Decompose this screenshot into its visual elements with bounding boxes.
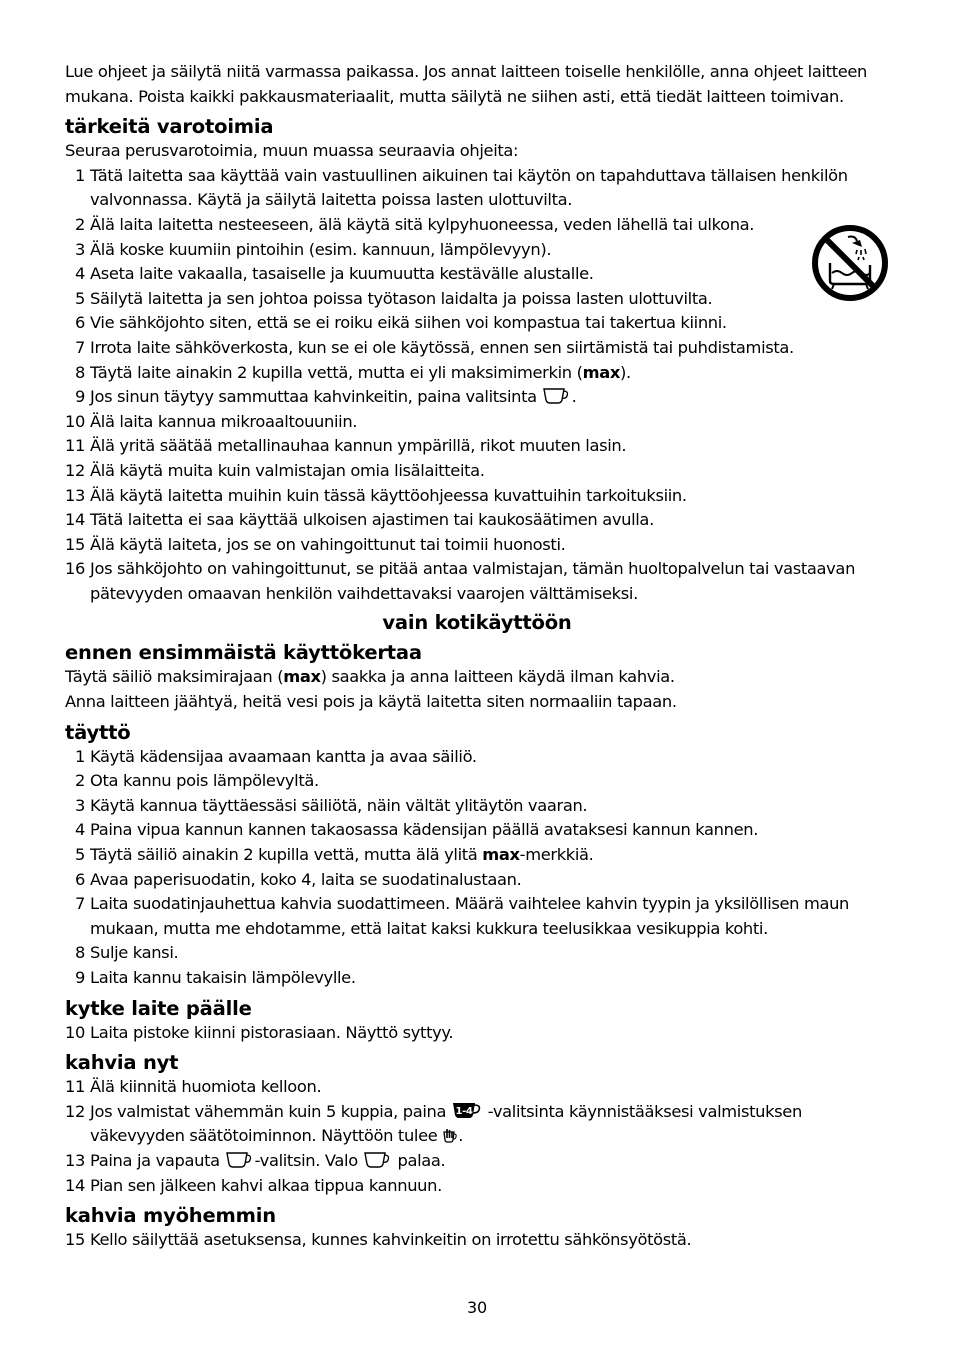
item-number: 5 [74, 288, 85, 308]
item-text: Jos sähköjohto on vahingoittunut, se pitää antaa valmistajan, tämän huoltopalvelun tai vastaavan pätevyyden omaavan henkilön vaihdettavaksi vaarojen välttämiseksi. [90, 559, 856, 603]
list-item [65, 868, 889, 893]
list-item [65, 262, 889, 287]
safety-heading: tärkeitä varotoimia [65, 115, 274, 139]
item-text-part: Jos valmistat vähemmän kuin 5 kuppia, paina [90, 1101, 447, 1121]
max-mark: max [283, 667, 321, 687]
item-text: Älä yritä säätää metallinauhaa kannun ympärillä, rikot muuten lasin. [90, 436, 627, 456]
item-text: Käytä kannua täyttäessäsi säiliötä, näin vältät ylitäytön vaaran. [90, 795, 588, 815]
item-text-part: . [458, 1126, 464, 1146]
item-text: Laita suodatinjauhettua kahvia suodattimeen. Määrä vaihtelee kahvin tyypin ja yksilöllisen maun mukaan, mutta me ehdotamme, että laitat kaksi kukkura teelusikkaa vesikuppia kohti. [90, 894, 850, 938]
item-text-part: ). [619, 362, 631, 382]
item-number: 1 [74, 165, 85, 185]
item-text: Älä laita kannua mikroaaltouuniin. [90, 411, 358, 431]
coffee-now-heading: kahvia nyt [65, 1051, 179, 1075]
text-part: Täytä säiliö maksimirajaan ( [65, 667, 284, 687]
item-text: Älä käytä muita kuin valmistajan omia lisälaitteita. [90, 460, 485, 480]
item-text: Laita pistoke kiinni pistorasiaan. Näyttö syttyy. [90, 1022, 454, 1042]
item-text-part: Täytä säiliö ainakin 2 kupilla vettä, mutta älä ylitä [90, 845, 483, 865]
item-text: Paina vipua kannun kannen takaosassa kädensijan päällä avataksesi kannun kannen. [90, 820, 759, 840]
list-item [65, 794, 889, 819]
item-number: 3 [74, 239, 85, 259]
max-mark: max [582, 362, 620, 382]
intro-paragraph: Lue ohjeet ja säilytä niitä varmassa paikassa. Jos annat laitteen toiselle henkilölle, anna ohjeet laitteen mukana. Poista kaikki pakkausmateriaalit, mutta säilytä ne siihen asti, että tiedät laitteen toimivan. [65, 62, 868, 106]
item-number: 1 [74, 746, 85, 766]
list-item [65, 311, 889, 336]
switch-on-list [65, 1021, 889, 1046]
list-item [65, 818, 889, 843]
item-text [90, 843, 889, 868]
item-number: 10 [65, 411, 86, 431]
item-number: 2 [74, 214, 85, 234]
first-use-line-1 [65, 665, 889, 690]
item-text [90, 385, 889, 410]
item-text [90, 1100, 889, 1149]
list-item [65, 164, 889, 213]
manual-page [65, 60, 889, 1253]
list-item [65, 484, 889, 509]
item-text-part: Paina ja vapauta [90, 1150, 220, 1170]
first-use-line-2: Anna laitteen jäähtyä, heitä vesi pois ja käytä laitetta siten normaaliin tapaan. [65, 692, 677, 712]
item-text: Tätä laitetta ei saa käyttää ulkoisen ajastimen tai kaukosäätimen avulla. [90, 510, 654, 530]
list-item [65, 336, 889, 361]
cup-icon [542, 386, 572, 405]
item-text: Älä käytä laitetta muihin kuin tässä käyttöohjeessa kuvattuihin tarkoituksiin. [90, 485, 687, 505]
list-item [65, 459, 889, 484]
item-number: 6 [74, 313, 85, 333]
item-number: 9 [74, 968, 85, 987]
list-item [65, 557, 889, 606]
item-text: Vie sähköjohto siten, että se ei roiku eikä siihen voi kompastua tai takertua kiinni. [90, 313, 727, 333]
strength-1-4-icon [451, 1101, 483, 1120]
item-text-part: . [571, 387, 577, 407]
item-number: 7 [74, 894, 85, 914]
item-number: 16 [65, 559, 86, 579]
item-number: 6 [74, 869, 85, 889]
item-number: 5 [74, 845, 85, 865]
item-text: Säilytä laitetta ja sen johtoa poissa työtason laidalta ja poissa lasten ulottuvilta. [90, 288, 713, 308]
item-number: 8 [74, 943, 85, 963]
item-text: Käytä kädensijaa avaamaan kantta ja avaa säiliö. [90, 746, 477, 766]
item-number: 9 [74, 387, 85, 407]
item-number: 11 [65, 436, 86, 456]
list-item [65, 508, 889, 533]
no-water-bath-prohibition-icon [810, 223, 890, 303]
item-number: 15 [65, 1230, 86, 1250]
item-number: 15 [65, 534, 86, 554]
item-number: 8 [74, 362, 85, 382]
strength-indicator-icon [442, 1127, 458, 1144]
list-item [65, 434, 889, 459]
list-item [65, 1174, 889, 1199]
item-number: 4 [74, 264, 85, 284]
list-item [65, 843, 889, 868]
item-text-part: Jos sinun täytyy sammuttaa kahvinkeitin, paina valitsinta [90, 387, 537, 407]
list-item [65, 238, 889, 263]
item-number: 12 [65, 1101, 86, 1121]
safety-lead: Seuraa perusvarotoimia, muun muassa seuraavia ohjeita: [65, 141, 519, 161]
item-text: Älä laita laitetta nesteeseen, älä käytä sitä kylpyhuoneessa, veden lähellä tai ulkona. [90, 214, 755, 234]
page-number: 30 [467, 1298, 487, 1317]
item-number: 10 [65, 1022, 86, 1042]
item-number: 14 [65, 510, 86, 530]
item-text [90, 1149, 889, 1174]
item-text: Tätä laitetta saa käyttää vain vastuullinen aikuinen tai käytön on tapahduttava tällaisen henkilön valvonnassa. Käytä ja säilytä laitetta poissa lasten ulottuvilta. [90, 165, 848, 210]
household-only-heading: vain kotikäyttöön [382, 611, 572, 635]
max-mark: max [482, 845, 520, 865]
item-number: 4 [74, 820, 85, 840]
item-text: Aseta laite vakaalla, tasaiselle ja kuumuutta kestävälle alustalle. [90, 264, 594, 284]
list-item [65, 745, 889, 770]
filling-heading: täyttö [65, 720, 131, 744]
item-text: Pian sen jälkeen kahvi alkaa tippua kannuun. [90, 1175, 442, 1195]
item-text: Älä koske kuumiin pintoihin (esim. kannuun, lämpölevyyn). [90, 239, 552, 259]
list-item [65, 385, 889, 410]
filling-list [65, 745, 889, 991]
coffee-later-list [65, 1228, 889, 1253]
cup-icon [363, 1150, 393, 1169]
item-number: 14 [65, 1175, 86, 1195]
list-item [65, 966, 889, 991]
item-text: Avaa paperisuodatin, koko 4, laita se suodatinalustaan. [90, 869, 522, 889]
item-number: 11 [65, 1077, 86, 1097]
item-text-part: -valitsin. Valo [254, 1150, 358, 1170]
item-text-part: Täytä laite ainakin 2 kupilla vettä, mutta ei yli maksimimerkin ( [90, 362, 583, 382]
item-text-part: -valitsinta käynnistääksesi valmistuksen väkevyyden säätötoiminnon. Näyttöön tulee [90, 1101, 802, 1146]
item-text-part: -merkkiä. [519, 845, 594, 865]
item-text: Älä käytä laiteta, jos se on vahingoittunut tai toimii huonosti. [90, 534, 566, 554]
coffee-later-heading: kahvia myöhemmin [65, 1204, 276, 1228]
list-item [65, 1228, 889, 1253]
list-item [65, 892, 889, 941]
coffee-now-list [65, 1075, 889, 1198]
item-text: Sulje kansi. [90, 943, 179, 963]
item-number: 13 [65, 485, 86, 505]
list-item [65, 533, 889, 558]
svg-text:1-4: 1-4 [455, 1105, 473, 1117]
switch-on-heading: kytke laite päälle [65, 996, 252, 1020]
item-number: 3 [74, 795, 85, 815]
item-number: 13 [65, 1150, 86, 1170]
item-text: Irrota laite sähköverkosta, kun se ei ole käytössä, ennen sen siirtämistä tai puhdistamista. [90, 337, 794, 357]
safety-list [65, 164, 889, 607]
item-number: 12 [65, 460, 86, 480]
list-item [65, 1100, 889, 1149]
list-item [65, 1149, 889, 1174]
list-item [65, 941, 889, 966]
item-text: Laita kannu takaisin lämpölevylle. [90, 968, 356, 987]
list-item [65, 287, 889, 312]
list-item [65, 769, 889, 794]
item-text: Kello säilyttää asetuksensa, kunnes kahvinkeitin on irrotettu sähkönsyötöstä. [90, 1230, 692, 1250]
text-part: ) saakka ja anna laitteen käydä ilman kahvia. [320, 667, 675, 687]
item-number: 7 [74, 337, 85, 357]
item-text [90, 361, 889, 386]
list-item [65, 410, 889, 435]
item-number: 2 [74, 771, 85, 791]
item-text: Älä kiinnitä huomiota kelloon. [90, 1077, 322, 1097]
list-item [65, 213, 889, 238]
list-item [65, 1075, 889, 1100]
list-item [65, 1021, 889, 1046]
list-item [65, 361, 889, 386]
cup-icon [225, 1150, 255, 1169]
first-use-heading: ennen ensimmäistä käyttökertaa [65, 641, 422, 665]
item-text-part: palaa. [397, 1150, 446, 1170]
item-text: Ota kannu pois lämpölevyltä. [90, 771, 319, 791]
